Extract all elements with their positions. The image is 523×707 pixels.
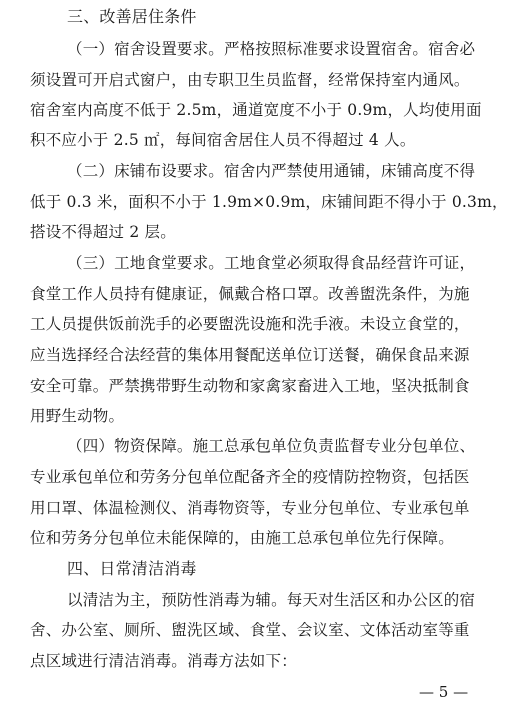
paragraph-line: 安全可靠。严禁携带野生动物和家禽家畜进入工地，坚决抵制食 (30, 377, 470, 395)
paragraph-line: （三）工地食堂要求。工地食堂必须取得食品经营许可证， (67, 254, 476, 272)
paragraph-line: 积不应小于 2.5 ㎡，每间宿舍居住人员不得超过 4 人。 (30, 131, 416, 149)
paragraph-line: 宿舍室内高度不低于 2.5m，通道宽度不小于 0.9m，人均使用面 (30, 101, 482, 119)
paragraph-line: （一）宿舍设置要求。严格按照标准要求设置宿舍。宿舍必 (67, 40, 476, 58)
section-heading-daily-cleaning: 四、日常清洁消毒 (67, 559, 197, 578)
paragraph-line: 位和劳务分包单位未能保障的，由施工总承包单位先行保障。 (30, 529, 454, 547)
page-number: — 5 — (419, 683, 469, 701)
paragraph-line: 应当选择经合法经营的集体用餐配送单位订送餐，确保食品来源 (30, 346, 470, 364)
paragraph-line: 专业承包单位和劳务分包单位配备齐全的疫情防控物资，包括医 (30, 468, 470, 486)
section-heading-living-conditions: 三、改善居住条件 (67, 7, 197, 26)
paragraph-line: （四）物资保障。施工总承包单位负责监督专业分包单位、 (67, 437, 476, 455)
paragraph-line: （二）床铺布设要求。宿舍内严禁使用通铺，床铺高度不得 (67, 162, 476, 180)
paragraph-line: 工人员提供饭前洗手的必要盥洗设施和洗手液。未设立食堂的， (30, 315, 470, 333)
paragraph-line: 舍、办公室、厕所、盥洗区域、食堂、会议室、文体活动室等重 (30, 621, 470, 639)
paragraph-line: 搭设不得超过 2 层。 (30, 223, 176, 241)
paragraph-line: 点区域进行清洁消毒。消毒方法如下： (30, 652, 297, 670)
paragraph-line: 低于 0.3 米，面积不小于 1.9m×0.9m，床铺间距不得小于 0.3m， (30, 193, 508, 211)
paragraph-line: 食堂工作人员持有健康证，佩戴合格口罩。改善盥洗条件，为施 (30, 285, 470, 303)
paragraph-line: 须设置可开启式窗户，由专职卫生员监督，经常保持室内通风。 (30, 71, 470, 89)
paragraph-line: 用口罩、体温检测仪、消毒物资等，专业分包单位、专业承包单 (30, 499, 470, 517)
paragraph-line: 以清洁为主，预防性消毒为辅。每天对生活区和办公区的宿 (67, 591, 476, 609)
paragraph-line: 用野生动物。 (30, 407, 125, 425)
